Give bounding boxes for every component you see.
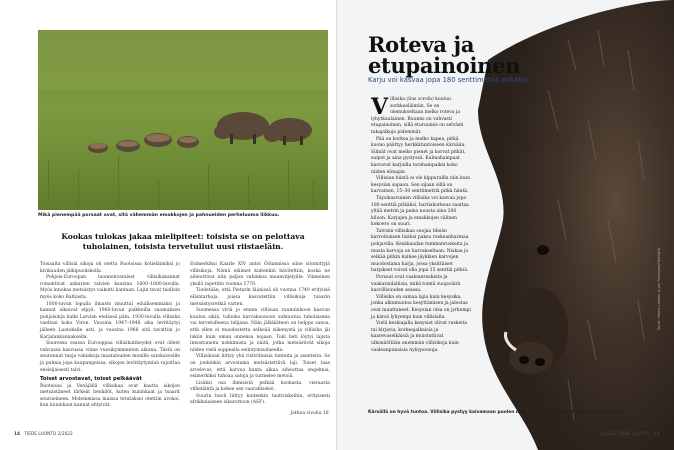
section-heading: Toiset arvostavat, toiset pelkäävät xyxy=(40,376,142,383)
paragraph: Tiedetään, että Pietarin läänissä oli vuonna 1740 erityisiä eläintarhoja, joissa kasvatettiin villisikoja tsaarin metsästysretkiä varten. xyxy=(190,288,330,307)
paragraph: Talvisin villisikaa suojaa tiheän karvoituksen lisäksi paksu ruskeanharmaa pohjavilla. Kesäkaudan tummanruskeita ja musta karvoja on harvakseltaan. Niskaa ja selkää pitkin kulkee jäykkien karvojen muodostama harja, jossa yksittäiset harjakset voivat olla jopa 15 senttiä pitkiä. xyxy=(371,228,469,274)
paragraph: Lisäksi osa ihmisistä pelkää kookasta, vieraasta villieläintä ja kokee sen vaaralliseksi. xyxy=(190,380,330,393)
page-number: 14 xyxy=(14,432,20,437)
page-footer-left xyxy=(14,432,73,437)
photo-credit: Kuvat: Martin Lindner ja Jari Pietarinen/Helsinkiä xyxy=(657,248,661,330)
paragraph: Suurin huoli liittyy kuitenkin tautiriskeihin, erityisesti afrikkalaiseen sikarottoon (ASF). xyxy=(190,393,330,406)
continued-note: Jatkuu sivulla 16. xyxy=(290,411,330,417)
paragraph: Villisian häntä ei ole kippurallla niin kuin kesysian sapaon. Sen sijaan sillä on karvainen, 15–30 senttimetriä pitkä häntä. xyxy=(371,176,471,195)
paragraph: Pää on korkea ja melko kapea, pitkä kuono päättyy herkkätuntoiseen kärsään. Silmät ovat melko pienet ja korvat pitkät, suipot ja aina pystyssä. Kulmahampaat kasvavat karjuilla torahampaiksi koko niiden elinajan. xyxy=(371,136,466,175)
paragraph: Esimerkiksi Kaarle XIV antoi Öölannissa siine sitomittyjä villisikoja. Nämä eläimet kuitenkin hävitettiin, koska ne aiheuttivat niin paljon vahinkoa maanviljelyille. Viimeinen yksilö tapettiin vuonna 1770. xyxy=(190,262,330,287)
wild-boar-family-photo xyxy=(38,30,328,210)
article-title: Roteva ja etupainoinen xyxy=(368,32,521,78)
photo-caption: Kärsällä on hyvä tuntoa. Villisika pystyy kaivamaan puolen metrin kuoppia päästäkseen käsiksi juuriin. xyxy=(368,410,625,415)
page-footer-right xyxy=(601,432,660,437)
magazine-name: 2/2022 TIEDE LUONTO xyxy=(601,432,650,437)
drop-cap: V xyxy=(371,94,389,120)
paragraph: Vielä keskiajalla kesysiat olivat ruskeita tai kirjavia, korkeajalkaisia ja kaarevaselkäisiä ja muistuttivat ulkonäöltään enemmän villisikoja kuin vaaleanpunaisia nykypossuja. xyxy=(371,321,468,353)
lead-paragraph: Kookas tulokas jakaa mielipiteet: toisista se on pelottava tuholainen, toisista tervetullut uusi riistaeläin. xyxy=(61,232,305,251)
paragraph: Toisaalta villisiä sikoja oli otettu Ruotsissa kotieläimiksi jo kivikauden jälkipuoliskolla. xyxy=(40,262,180,274)
paragraph: Villisika on samaa lajia kuin kesysika, jonka alkumuotoa kesyttämisen ja jalostus ovat muuttaneet. Kesysian otsa on jyrkempi ja kärsä lyhyempi kuin villisialla. xyxy=(371,294,471,320)
magazine-name: TIEDE LUONTO 2/2022 xyxy=(24,432,73,437)
article-column-1 xyxy=(40,262,180,418)
paragraph: Suuressa osassa Eurooppaa villisikatiheydet ovat olleet vahvassa kasvussa viime vuosikymmenten aikana. Tästä on seurannut tuoja vahinkoja maatalouden monille satokasveille ja pulmia jopa kaupungeissa, sikojen levittäytyminä rajoittaa ensisijaisesti talvi. xyxy=(40,341,180,373)
paragraph: Porsaat ovat vaaleanruskeita ja vaakaraidallisia, mikä toimii suojaväirä kasvillisuuden seassa. xyxy=(371,275,461,294)
article-subtitle: Karju voi kasvaa jopa 180 senttimetriä pitkäksi. xyxy=(368,76,530,84)
paragraph: Täysikasvuinen villisika voi kasvaa jopa 180 senttiä pitkäksi, hartiakorkeus saattaa yltää metrin ja paino nousta aina 200 kiloon. Karjujen ja emakkojen välinen kokoero on suuri. xyxy=(371,195,469,228)
article-body xyxy=(371,94,473,354)
paragraph: Ruotsissa ja Venäjällä villisikaa ovat kautta aikojen metsästäneet tärkeät henkilöt, kuten kuninkaat ja tsaarit seurueineen. Molemmissa maissa tetutaksei otettiin avokoi, kun kuninkaat kannat ehtyivät. xyxy=(40,383,180,409)
article-column-2 xyxy=(190,262,330,418)
left-page xyxy=(0,0,336,450)
paragraph: Villisikaan liittyy yhä ristiriitaisia tunteita ja asenteita. Se on jonkinkin arvostama metsästettävä laji. Toiset taas arvelevat, että karvoa kanta alkaa aiheuttaa ongelmia, esimerkiksi tuhoaa satoja ja turmelee metsiä. xyxy=(190,354,330,380)
paragraph: Suomessa viriä jo ennen villisian ruumiinkoon kasvun kuuluu sikiä, tulloiko karvakuonoon suhtautua tuholaisena vai tervetulleena tulijana. Näin jälkikäteen on helppo sanoa, että ollen ei muodostettu selkeää siikenystä ja villisika jäi lakiin kuin oman onnensa nojaan. Toki heti löytyi lajista innostuneita nokkimista ja näitä, jotka metsästivät sikoja niiden vielä suppealla esiintymisalueella. xyxy=(190,308,330,353)
paragraph: Pohjois-Euroopan luonnonvaraiset villisikakannat romahtivat ankarien talvien kausina 1600–1800-luvulla. Myös innokas metsästys vaikutti kantaan. Lajin tavat tuolloin myös koko Baltiasta. xyxy=(40,275,180,300)
photo-caption: Mikä pienempää porsaat ovat, sitä vähemmän emakkojen ja pahnueiden perheluoma liikkuu. xyxy=(38,213,280,218)
page-number: 15 xyxy=(654,432,660,437)
paragraph-text: illisika (Sus scrofa) kuuluu sorkkaeläimiin. Se on olemukseltaan melko roteva ja lyhytkaulainen. Ruumis on vahvasti etupainoinen, sillä eturuumis on selvästi takajalkoja pidemmät. xyxy=(371,97,464,135)
paragraph: 1800-luvun lopulla ilmasto muuttui edullisemmaksi ja kannat alkoivat elpyä. 1960-luvun paikkeilla suomuksen pohjoisinja kulki Latvian etelässä päin. 1930-luvulla villisika vaeltasi koko Viron. Vuosina 1947–1948 sika levittäytyi jälleen Laatokalle asti, ja vuosina 1966 sitä tavattiin jo Karjalankannaksella. xyxy=(40,301,180,340)
article-columns xyxy=(40,262,330,418)
right-page xyxy=(338,0,674,450)
paragraph xyxy=(371,94,473,137)
